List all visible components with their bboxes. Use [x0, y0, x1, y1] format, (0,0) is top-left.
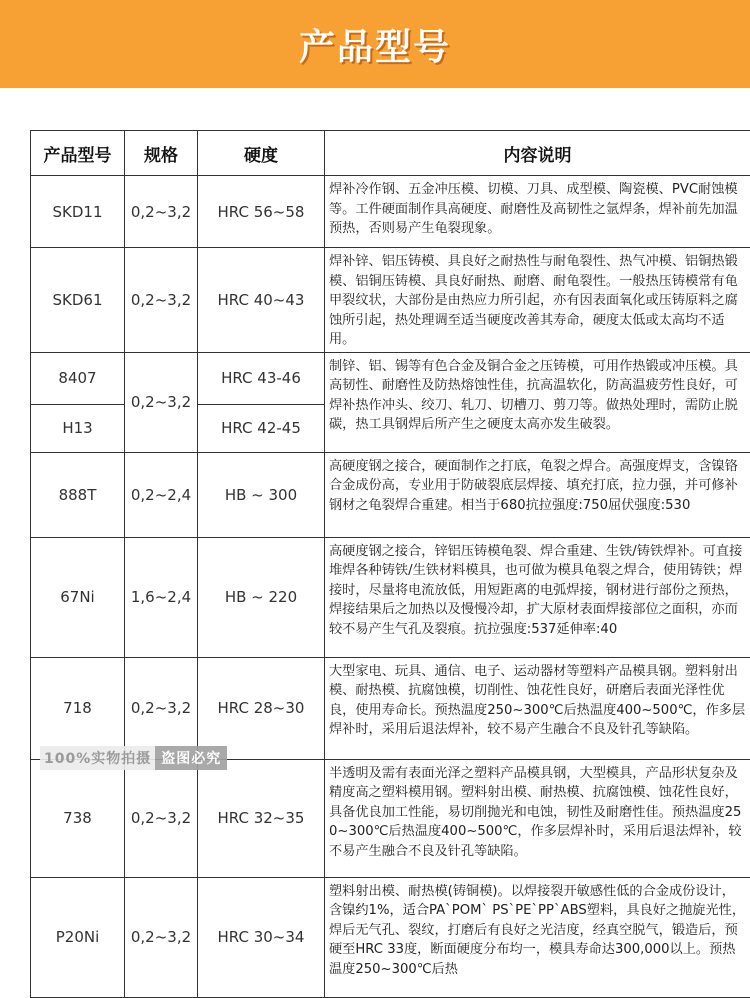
table-row — [31, 537, 750, 657]
cell-spec: 0,2~3,2 — [125, 759, 198, 877]
cell-model: P20Ni — [31, 877, 125, 997]
cell-model: SKD11 — [31, 176, 125, 248]
table-header-row — [31, 131, 750, 176]
cell-model: H13 — [31, 404, 125, 452]
cell-desc: 焊补锌、铝压铸模、具良好之耐热性与耐龟裂性、热气冲模、铝铜热锻模、铝铜压铸模、具良好耐热、耐磨、耐龟裂性。一般热压铸模常有龟甲裂纹状，大部份是由热应力所引起，亦有因表面氧化或压铸原料之腐蚀所引起，热处理调至适当硬度改善其寿命，硬度太低或太高均不适用。 — [325, 248, 750, 353]
cell-hardness: HRC 40~43 — [198, 248, 325, 353]
cell-desc: 高硬度钢之接合，锌铝压铸模龟裂、焊合重建、生铁/铸铁焊补。可直接堆焊各种铸铁/生铁材料模具，也可做为模具龟裂之焊合，使用铸铁；焊接时，尽量将电流放低，用短距离的电弧焊接，钢材进行部份之预热，焊接结果后之加热以及慢慢冷却，扩大原材表面焊接部位之面积，亦而较不易产生气孔及裂痕。抗拉强度:537延伸率:40 — [325, 537, 750, 657]
table-row — [31, 657, 750, 759]
cell-hardness: HRC 43-46 — [198, 352, 325, 404]
header-desc: 内容说明 — [325, 131, 750, 176]
cell-hardness: HB ~ 300 — [198, 452, 325, 537]
cell-spec: 0,2~3,2 — [125, 248, 198, 353]
header-spec: 规格 — [125, 131, 198, 176]
cell-hardness: HB ~ 220 — [198, 537, 325, 657]
cell-desc: 高硬度钢之接合，硬面制作之打底，龟裂之焊合。高强度焊支，含镍铬合金成份高，专业用于防破裂底层焊接、填充打底，拉力强，并可修补钢材之龟裂焊合重建。相当于680抗拉强度:750屈伏强度:530 — [325, 452, 750, 537]
header-banner — [0, 0, 750, 88]
cell-hardness: HRC 56~58 — [198, 176, 325, 248]
cell-model: 738 — [31, 759, 125, 877]
page-title: 产品型号 — [299, 19, 451, 70]
table-row — [31, 877, 750, 997]
cell-hardness: HRC 28~30 — [198, 657, 325, 759]
cell-spec: 0,2~2,4 — [125, 452, 198, 537]
table-row — [31, 248, 750, 353]
cell-model: 67Ni — [31, 537, 125, 657]
cell-desc: 制锌、铝、锡等有色合金及铜合金之压铸模，可用作热锻或冲压模。具高韧性、耐磨性及防热熔蚀性佳，抗高温软化，防高温疲劳性良好，可焊补热作冲头、绞刀、轧刀、切槽刀、剪刀等。做热处理时，需防止脱碳，热工具钢焊后所产生之硬度太高亦发生破裂。 — [325, 352, 750, 452]
cell-spec: 0,2~3,2 — [125, 657, 198, 759]
cell-desc: 半透明及需有表面光泽之塑料产品模具钢，大型模具，产品形状复杂及精度高之塑料模用钢。塑料射出模、耐热模、抗腐蚀模、蚀花性良好，具备优良加工性能，易切削抛光和电蚀，韧性及耐磨性佳。预热温度250~300℃后热温度400~500℃，作多层焊补时，采用后退法焊补，较不易产生融合不良及针孔等缺陷。 — [325, 759, 750, 877]
cell-spec: 1,6~2,4 — [125, 537, 198, 657]
cell-desc: 大型家电、玩具、通信、电子、运动器材等塑料产品模具钢。塑料射出模、耐热模、抗腐蚀模，切削性、蚀花性良好，研磨后表面光泽性优良，使用寿命长。预热温度250~300℃后热温度400~500℃，作多层焊补时，采用后退法焊补，较不易产生融合不良及针孔等缺陷。 — [325, 657, 750, 759]
watermark-left: 100%实物拍摄 — [40, 746, 155, 770]
header-hardness: 硬度 — [198, 131, 325, 176]
cell-hardness: HRC 32~35 — [198, 759, 325, 877]
table-row — [31, 759, 750, 877]
table-row — [31, 176, 750, 248]
cell-model: 888T — [31, 452, 125, 537]
cell-model: 718 — [31, 657, 125, 759]
cell-hardness: HRC 42-45 — [198, 404, 325, 452]
cell-hardness: HRC 30~34 — [198, 877, 325, 997]
cell-spec: 0,2~3,2 — [125, 877, 198, 997]
header-model: 产品型号 — [31, 131, 125, 176]
cell-model: 8407 — [31, 352, 125, 404]
table-row — [31, 352, 750, 404]
cell-desc: 塑料射出模、耐热模(铸铜模)。以焊接裂开敏感性低的合金成份设计，含镍约1%，适合PA`POM` PS`PE`PP`ABS塑料，具良好之抛旋光性，焊后无气孔、裂纹，打磨后有良好之光洁度，经真空脱气，锻造后，预硬至HRC 33度，断面硬度分布均一，模具寿命达300,000以上。预热温度250~300℃后热 — [325, 877, 750, 997]
cell-desc: 焊补冷作钢、五金冲压模、切模、刀具、成型模、陶瓷模、PVC耐蚀模等。工件硬面制作具高硬度、耐磨性及高韧性之氩焊条，焊补前先加温预热，否则易产生龟裂现象。 — [325, 176, 750, 248]
table-row — [31, 452, 750, 537]
cell-spec: 0,2~3,2 — [125, 352, 198, 452]
cell-model: SKD61 — [31, 248, 125, 353]
product-spec-table — [30, 130, 750, 998]
watermark-right: 盗图必究 — [155, 746, 227, 770]
cell-spec: 0,2~3,2 — [125, 176, 198, 248]
